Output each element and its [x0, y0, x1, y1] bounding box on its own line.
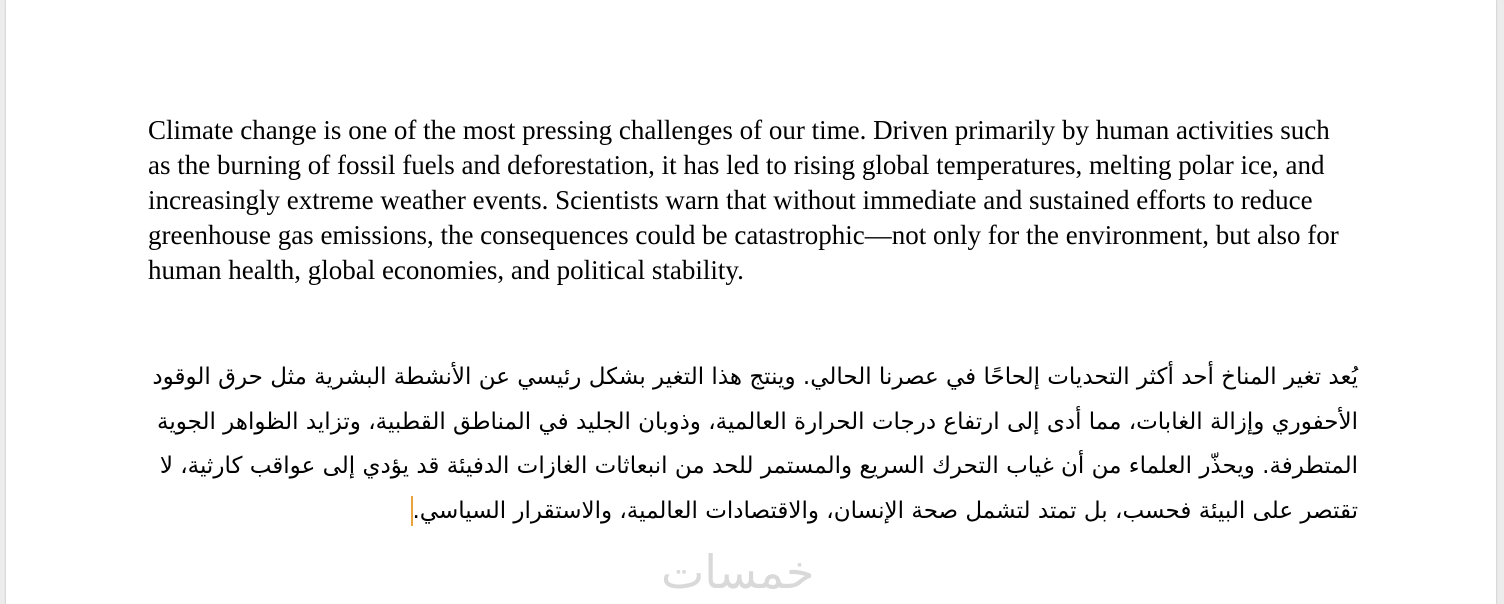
- watermark-logo: خمسات: [661, 545, 815, 599]
- arabic-paragraph-text[interactable]: يُعد تغير المناخ أحد أكثر التحديات إلحاحًا في عصرنا الحالي. وينتج هذا التغير بشكل رئيسي عن الأنشطة البشرية مثل حرق الوقود الأحفوري وإزالة الغابات، مما أدى إلى ارتفاع درجات الحرارة العالمية، وذوبان الجليد في المناطق القطبية، وتزايد الظواهر الجوية المتطرفة. ويحذّر العلماء من أن غياب التحرك السريع والمستمر للحد من انبعاثات الغازات الدفيئة قد يؤدي إلى عواقب كارثية، لا تقتصر على البيئة فحسب، بل تمتد لتشمل صحة الإنسان، والاقتصادات العالمية، والاستقرار السياسي.: [152, 364, 1358, 524]
- english-paragraph[interactable]: Climate change is one of the most pressing challenges of our time. Driven primarily by human activities such as the burning of fossil fuels and deforestation, it has led to rising global temperatures, melting polar ice, and increasingly extreme weather events. Scientists warn that without immediate and sustained efforts to reduce greenhouse gas emissions, the consequences could be catastrophic—not only for the environment, but also for human health, global economies, and political stability.: [148, 115, 1339, 285]
- arabic-paragraph[interactable]: [148, 355, 1358, 533]
- document-page[interactable]: [6, 0, 1496, 604]
